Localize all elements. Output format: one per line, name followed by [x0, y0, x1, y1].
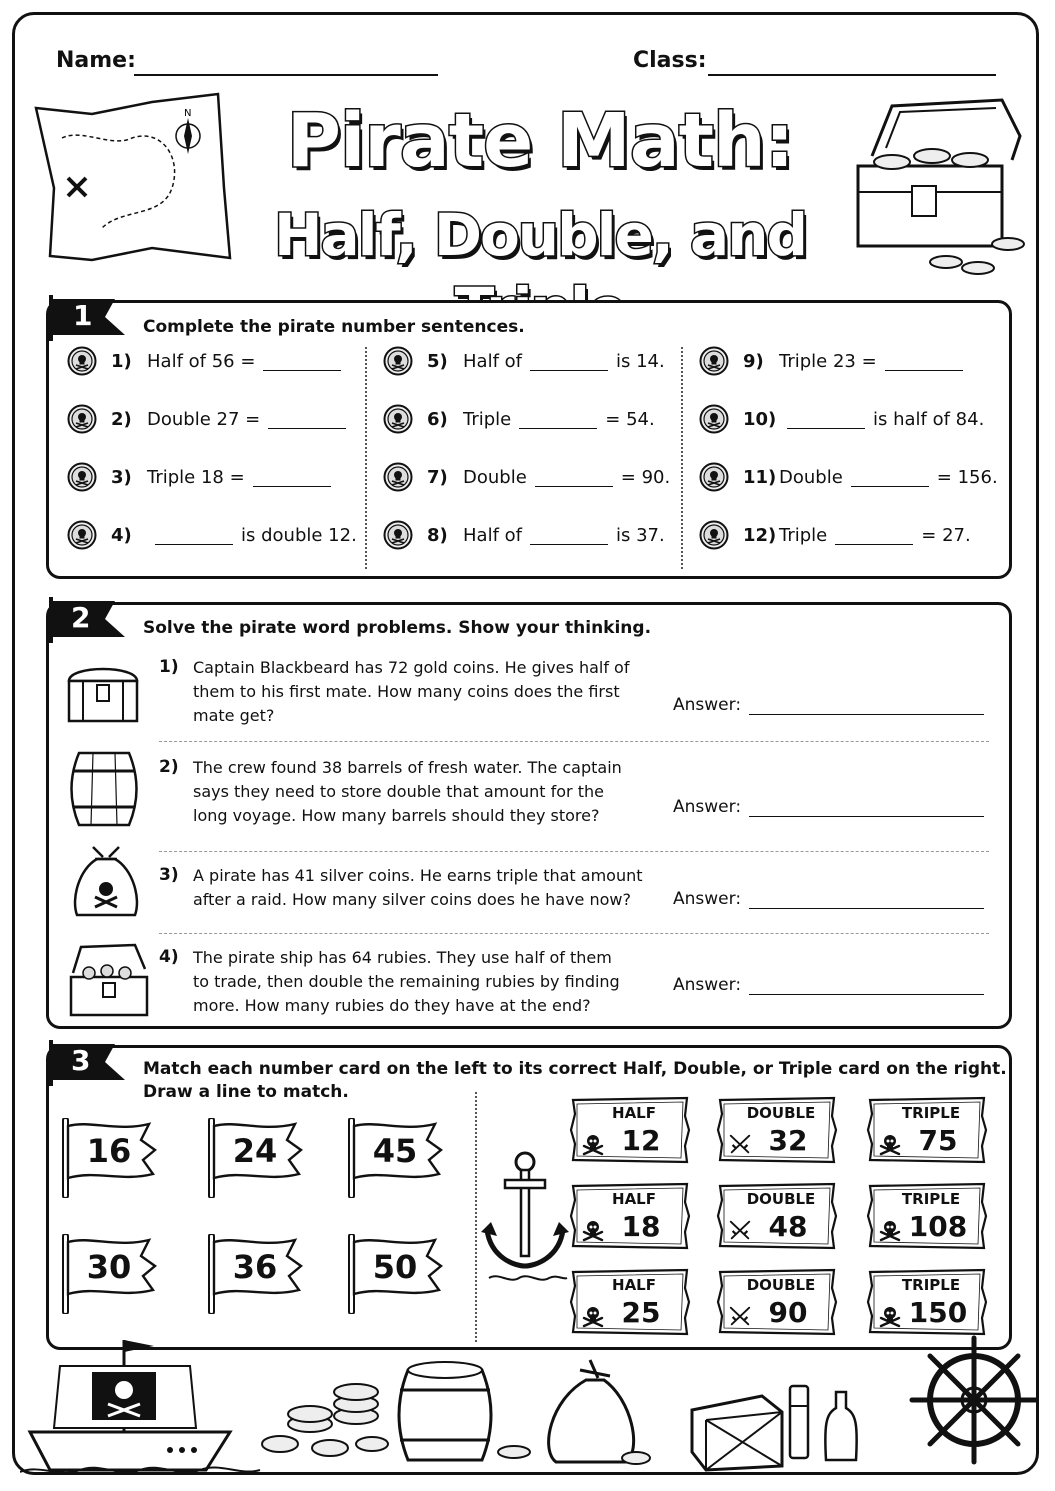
- problem-line: The pirate ship has 64 rubies. They use half of them: [193, 948, 612, 967]
- item-number: 2): [111, 408, 132, 430]
- sentence-item: [67, 520, 357, 550]
- answer-label: Answer:: [673, 797, 742, 817]
- answer-card[interactable]: [866, 1096, 988, 1164]
- name-label: Name:: [56, 48, 136, 73]
- sack-icon: [549, 1360, 650, 1464]
- card-value: 12: [621, 1124, 661, 1157]
- problem-number: 4): [159, 947, 179, 967]
- card-value: 25: [621, 1296, 661, 1329]
- sentence-item: [699, 346, 971, 376]
- skull-coin-icon: [383, 346, 413, 376]
- card-label: DOUBLE: [746, 1190, 816, 1208]
- card-label: TRIPLE: [901, 1276, 961, 1294]
- card-value: 18: [621, 1210, 661, 1243]
- answer-blank[interactable]: [155, 526, 233, 545]
- number-card[interactable]: [61, 1118, 161, 1198]
- sentence-text: Triple: [779, 524, 828, 546]
- problem-number: 1): [159, 657, 179, 677]
- item-number: 9): [743, 350, 764, 372]
- skull-coin-icon: [699, 462, 729, 492]
- bottle-icon: [825, 1392, 856, 1460]
- answer-card[interactable]: [716, 1096, 838, 1164]
- problem-text: [193, 946, 620, 1018]
- card-value: 150: [908, 1296, 968, 1329]
- sentence-text: Triple 18 =: [147, 466, 245, 488]
- sentence-text: is half of 84.: [873, 408, 985, 430]
- column-divider: [681, 347, 683, 569]
- answer-blank[interactable]: [535, 468, 613, 487]
- problem-number: 3): [159, 865, 179, 885]
- card-label: TRIPLE: [901, 1190, 961, 1208]
- problem-line: mate get?: [193, 706, 275, 725]
- problem-line: after a raid. How many silver coins does he have now?: [193, 890, 631, 909]
- number-card-value: 45: [372, 1132, 418, 1170]
- answer-blank[interactable]: [530, 526, 608, 545]
- answer-blank[interactable]: [530, 352, 608, 371]
- answer-card[interactable]: [716, 1182, 838, 1250]
- pirate-ship-icon: [20, 1340, 260, 1473]
- problem-divider: [159, 933, 989, 934]
- barrel-icon: [69, 747, 139, 831]
- card-label: HALF: [612, 1190, 656, 1208]
- answer-blank[interactable]: [885, 352, 963, 371]
- column-divider: [365, 347, 367, 569]
- number-card[interactable]: [61, 1234, 161, 1314]
- page-subtitle: Half, Double, and: [273, 201, 807, 269]
- sentence-item: [699, 520, 971, 550]
- answer-label: Answer:: [673, 889, 742, 909]
- section-number: 3: [71, 1044, 91, 1077]
- sentence-text: Double: [779, 466, 843, 488]
- answer-field[interactable]: [749, 696, 984, 715]
- number-card-value: 16: [86, 1132, 132, 1170]
- sentence-text: = 90.: [620, 466, 671, 488]
- skull-coin-icon: [67, 462, 97, 492]
- skull-coin-icon: [383, 520, 413, 550]
- answer-blank[interactable]: [835, 526, 913, 545]
- item-number: 12): [743, 524, 777, 546]
- item-number: 11): [743, 466, 777, 488]
- section-instruction-2: Draw a line to match.: [143, 1082, 349, 1102]
- ship-wheel-icon: [912, 1338, 1036, 1462]
- sentence-text: is 37.: [615, 524, 665, 546]
- section-instruction: Match each number card on the left to its correct Half, Double, or Triple card on the right.: [143, 1059, 1007, 1079]
- number-card-value: 36: [232, 1248, 278, 1286]
- section-number: 2: [71, 601, 91, 634]
- problem-line: says they need to store double that amount for the: [193, 782, 604, 801]
- skull-coin-icon: [699, 346, 729, 376]
- problem-line: Captain Blackbeard has 72 gold coins. He gives half of: [193, 658, 630, 677]
- name-field[interactable]: [134, 74, 438, 76]
- section-number: 1: [73, 299, 93, 332]
- answer-blank[interactable]: [253, 468, 331, 487]
- sentence-text: = 27.: [921, 524, 971, 546]
- sentence-text: Triple: [463, 408, 512, 430]
- sentence-item: [383, 462, 670, 492]
- skull-coin-icon: [383, 462, 413, 492]
- skull-coin-icon: [67, 520, 97, 550]
- problem-number: 2): [159, 757, 179, 777]
- sentence-text: Triple 23 =: [779, 350, 877, 372]
- answer-label: Answer:: [673, 975, 742, 995]
- class-field[interactable]: [708, 74, 996, 76]
- sentence-text: Half of 56 =: [147, 350, 256, 372]
- skull-coin-icon: [67, 404, 97, 434]
- problem-line: long voyage. How many barrels should they store?: [193, 806, 600, 825]
- answer-blank[interactable]: [268, 410, 346, 429]
- sentence-item: [67, 404, 354, 434]
- answer-blank[interactable]: [263, 352, 341, 371]
- problem-line: The crew found 38 barrels of fresh water. The captain: [193, 758, 622, 777]
- skull-coin-icon: [67, 346, 97, 376]
- answer-card[interactable]: [569, 1182, 691, 1250]
- problem-divider: [159, 741, 989, 742]
- coin-stack-icon: [262, 1384, 388, 1456]
- section-1: [46, 300, 1012, 579]
- answer-blank[interactable]: [519, 410, 597, 429]
- crate-icon: [692, 1396, 782, 1470]
- problem-divider: [159, 851, 989, 852]
- card-label: DOUBLE: [746, 1104, 816, 1122]
- card-label: DOUBLE: [746, 1276, 816, 1294]
- answer-blank[interactable]: [787, 410, 865, 429]
- number-card[interactable]: [347, 1234, 447, 1314]
- item-number: 4): [111, 524, 132, 546]
- answer-row: [673, 695, 984, 715]
- sentence-text: Double 27 =: [147, 408, 261, 430]
- item-number: 10): [743, 408, 777, 430]
- problem-line: A pirate has 41 silver coins. He earns triple that amount: [193, 866, 643, 885]
- sentence-item: [699, 404, 984, 434]
- sentence-text: Half of: [463, 350, 522, 372]
- answer-blank[interactable]: [851, 468, 929, 487]
- sentence-item: [699, 462, 998, 492]
- problem-line: them to his first mate. How many coins does the first: [193, 682, 620, 701]
- card-label: HALF: [612, 1104, 656, 1122]
- card-label: TRIPLE: [901, 1104, 961, 1122]
- sentence-text: is 14.: [615, 350, 665, 372]
- anchor-icon: [479, 1148, 569, 1288]
- item-number: 7): [427, 466, 448, 488]
- coin-bag-icon: [69, 839, 143, 923]
- svg-text:N: N: [184, 108, 192, 119]
- sentence-item: [383, 520, 665, 550]
- answer-card[interactable]: [866, 1182, 988, 1250]
- answer-field[interactable]: [749, 798, 984, 817]
- footer-illustrations: [20, 1320, 1036, 1480]
- match-divider: [475, 1092, 477, 1342]
- open-chest-icon: [65, 941, 151, 1021]
- problem-line: to trade, then double the remaining rubies by finding: [193, 972, 620, 991]
- barrel-icon: [399, 1362, 491, 1460]
- number-card-value: 50: [372, 1248, 418, 1286]
- card-value: 108: [908, 1210, 968, 1243]
- number-card[interactable]: [207, 1118, 307, 1198]
- sentence-item: [383, 404, 655, 434]
- answer-field[interactable]: [749, 976, 984, 995]
- sentence-item: [383, 346, 665, 376]
- section-3: [46, 1045, 1012, 1350]
- item-number: 8): [427, 524, 448, 546]
- number-card-value: 30: [86, 1248, 132, 1286]
- skull-coin-icon: [699, 404, 729, 434]
- number-card[interactable]: [347, 1118, 447, 1198]
- section-2: [46, 602, 1012, 1029]
- answer-row: [673, 889, 984, 909]
- skull-coin-icon: [699, 520, 729, 550]
- sentence-text: Double: [463, 466, 527, 488]
- treasure-map-icon: [32, 88, 232, 268]
- card-label: HALF: [612, 1276, 656, 1294]
- sentence-item: [67, 346, 349, 376]
- page-title: Pirate Math:: [286, 98, 794, 184]
- treasure-chest-icon: [63, 657, 143, 727]
- item-number: 3): [111, 466, 132, 488]
- problem-text: [193, 756, 622, 828]
- skull-coin-icon: [383, 404, 413, 434]
- sentence-text: = 156.: [936, 466, 998, 488]
- answer-row: [673, 975, 984, 995]
- card-value: 90: [768, 1296, 808, 1329]
- treasure-chest-icon: [852, 96, 1032, 276]
- number-card-value: 24: [232, 1132, 278, 1170]
- problem-text: [193, 656, 629, 728]
- item-number: 5): [427, 350, 448, 372]
- card-value: 75: [918, 1124, 958, 1157]
- number-card[interactable]: [207, 1234, 307, 1314]
- section-instruction: Complete the pirate number sentences.: [143, 317, 525, 337]
- answer-row: [673, 797, 984, 817]
- answer-label: Answer:: [673, 695, 742, 715]
- sentence-text: Half of: [463, 524, 522, 546]
- answer-field[interactable]: [749, 890, 984, 909]
- card-value: 32: [768, 1124, 808, 1157]
- sentence-text: is double 12.: [241, 524, 357, 546]
- sentence-text: = 54.: [605, 408, 655, 430]
- class-label: Class:: [633, 48, 707, 73]
- item-number: 6): [427, 408, 448, 430]
- section-instruction: Solve the pirate word problems. Show your thinking.: [143, 618, 652, 638]
- sentence-item: [67, 462, 339, 492]
- problem-text: [193, 864, 643, 912]
- card-value: 48: [768, 1210, 808, 1243]
- spyglass-icon: [790, 1386, 808, 1458]
- item-number: 1): [111, 350, 132, 372]
- problem-line: more. How many rubies do they have at the end?: [193, 996, 591, 1015]
- answer-card[interactable]: [569, 1096, 691, 1164]
